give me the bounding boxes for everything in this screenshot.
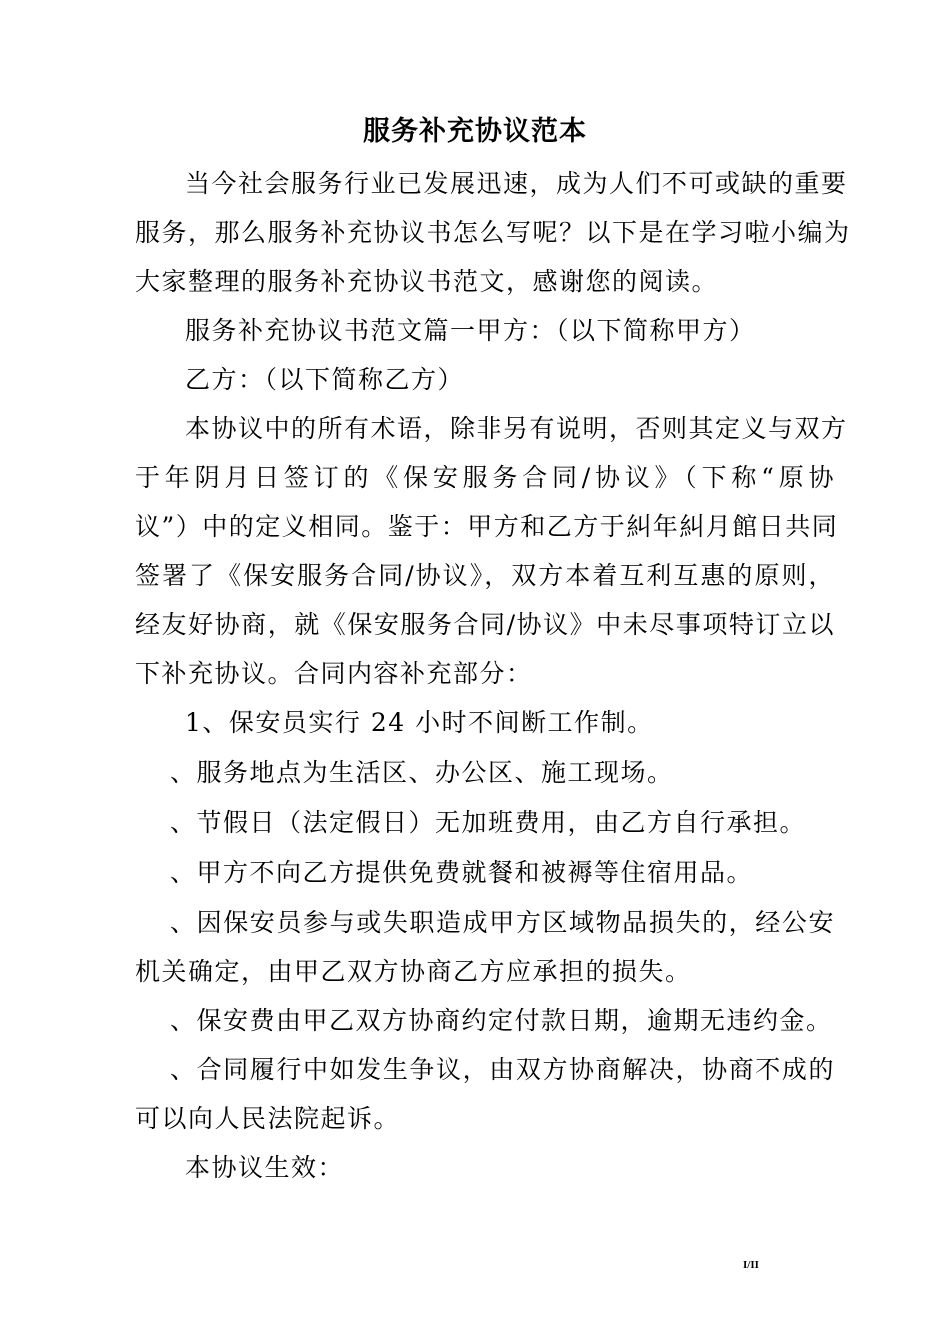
paragraph-line: 本协议中的所有术语，除非另有说明，否则其定义与双方: [185, 414, 848, 443]
paragraph-line: 大家整理的服务补充协议书范文，感谢您的阅读。: [135, 267, 719, 296]
paragraph-line: 当今社会服务行业已发展迅速，成为人们不可或缺的重要: [185, 169, 848, 198]
paragraph-line: 服务，那么服务补充协议书怎么写呢？以下是在学习啦小编为: [135, 218, 851, 247]
list-item: 、合同履行中如发生争议，由双方协商解决，协商不成的: [170, 1055, 835, 1084]
paragraph-line: 签署了《保安服务合同/协议》，双方本着互利互惠的原则，: [135, 561, 835, 590]
list-item: 1、保安员实行 24 小时不间断工作制。: [185, 708, 654, 737]
list-item: 、因保安员参与或失职造成甲方区域物品损失的，经公安: [170, 908, 835, 937]
paragraph-line: 经友好协商，就《保安服务合同/协议》中未尽事项特订立以: [135, 610, 835, 639]
paragraph-line: 乙方：（以下简称乙方）: [185, 365, 465, 394]
list-item-continuation: 机关确定，由甲乙双方协商乙方应承担的损失。: [135, 957, 692, 986]
document-title: 服务补充协议范本: [363, 116, 587, 147]
list-item: 、保安费由甲乙双方协商约定付款日期，逾期无违约金。: [170, 1006, 833, 1035]
paragraph-line: 本协议生效：: [185, 1153, 345, 1182]
paragraph-line: 议”）中的定义相同。鉴于：甲方和乙方于糾年糾月館日共同: [135, 512, 839, 541]
list-item: 、服务地点为生活区、办公区、施工现场。: [170, 758, 674, 787]
paragraph-line: 下补充协议。合同内容补充部分：: [135, 659, 533, 688]
list-item-continuation: 可以向人民法院起诉。: [135, 1104, 401, 1133]
paragraph-line: 服务补充协议书范文篇一甲方：（以下简称甲方）: [185, 316, 756, 345]
list-item: 、节假日（法定假日）无加班费用，由乙方自行承担。: [170, 808, 807, 837]
page-number: I/II: [743, 1259, 759, 1271]
paragraph-line: 于年阴月日签订的《保安服务合同/协议》（下称“原协: [135, 463, 835, 492]
list-item: 、甲方不向乙方提供免费就餐和被褥等住宿用品。: [170, 858, 754, 887]
